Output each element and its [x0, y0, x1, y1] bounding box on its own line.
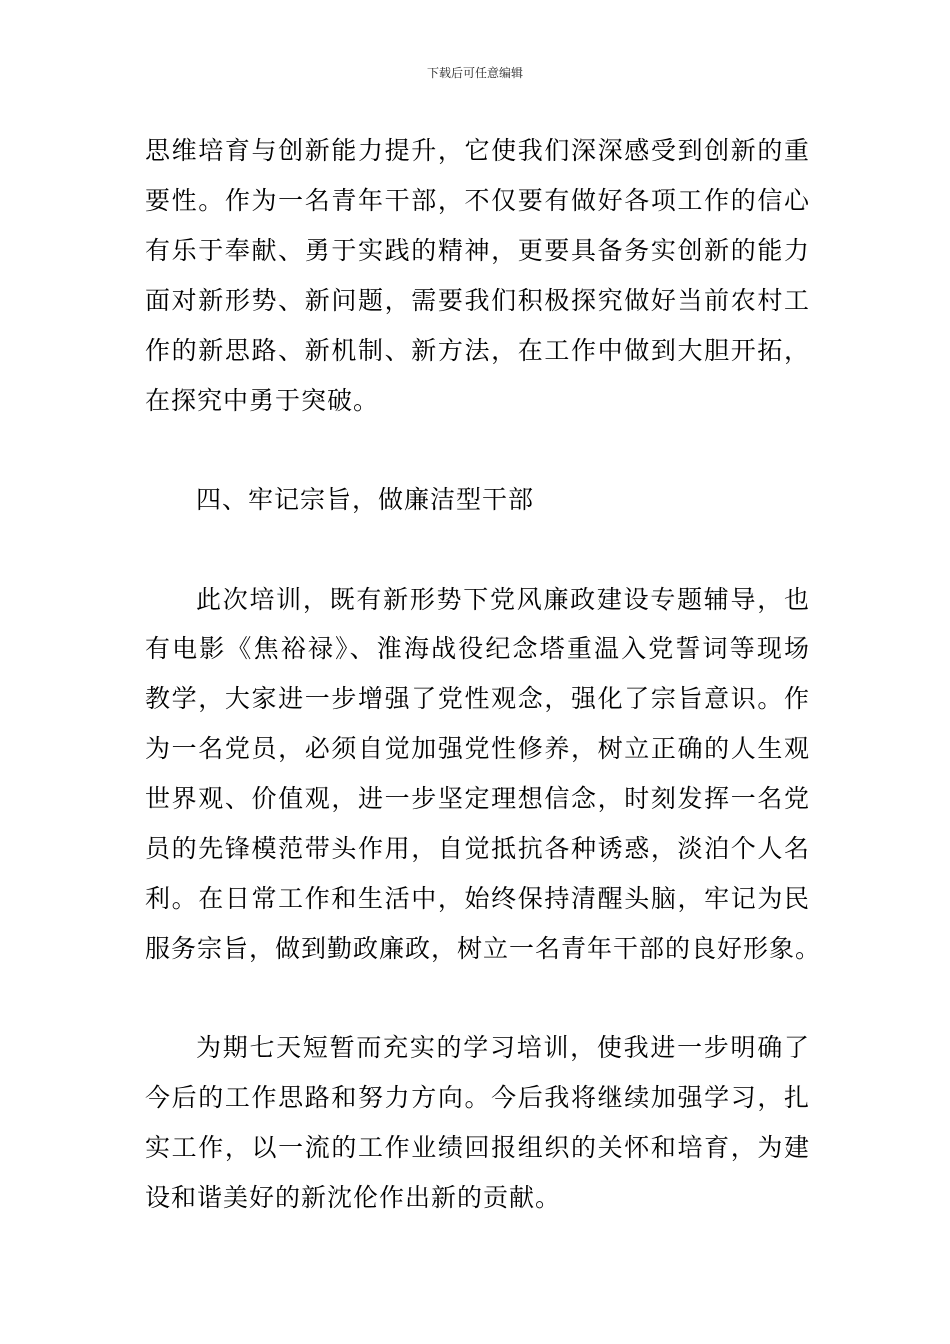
paragraph-1-line: 思维培育与创新能力提升，它使我们深深感受到创新的重: [145, 136, 810, 165]
paragraph-1-line: 有乐于奉献、勇于实践的精神，更要具备务实创新的能力: [145, 236, 810, 265]
page-header: 下载后可任意编辑: [426, 66, 523, 80]
paragraph-2-line: 教学，大家进一步增强了党性观念，强化了宗旨意识。作: [145, 684, 810, 713]
paragraph-1-line: 要性。作为一名青年干部，不仅要有做好各项工作的信心: [145, 186, 810, 215]
paragraph-3-line: 设和谐美好的新沈伦作出新的贡献。: [145, 1183, 562, 1212]
section-heading: 四、牢记宗旨，做廉洁型干部: [196, 485, 535, 514]
paragraph-3-line: 为期七天短暂而充实的学习培训，使我进一步明确了: [196, 1033, 810, 1062]
paragraph-2-line: 利。在日常工作和生活中，始终保持清醒头脑，牢记为民: [145, 884, 810, 913]
paragraph-1-line: 作的新思路、新机制、新方法，在工作中做到大胆开拓，: [145, 336, 810, 365]
paragraph-2-line: 员的先锋模范带头作用，自觉抵抗各种诱惑，淡泊个人名: [145, 834, 810, 863]
paragraph-2-line: 世界观、价值观，进一步坚定理想信念，时刻发挥一名党: [145, 784, 810, 813]
paragraph-3-line: 今后的工作思路和努力方向。今后我将继续加强学习，扎: [145, 1083, 810, 1112]
paragraph-1-line: 面对新形势、新问题，需要我们积极探究做好当前农村工: [145, 286, 810, 315]
paragraph-2-line: 服务宗旨，做到勤政廉政，树立一名青年干部的良好形象。: [145, 934, 822, 963]
paragraph-3-line: 实工作，以一流的工作业绩回报组织的关怀和培育，为建: [145, 1133, 810, 1162]
paragraph-2-line: 为一名党员，必须自觉加强党性修养，树立正确的人生观: [145, 734, 810, 763]
paragraph-2-line: 此次培训，既有新形势下党风廉政建设专题辅导，也: [196, 585, 810, 614]
paragraph-2-line: 有电影《焦裕禄》、淮海战役纪念塔重温入党誓词等现场: [145, 634, 810, 663]
paragraph-1-line: 在探究中勇于突破。: [145, 386, 380, 415]
